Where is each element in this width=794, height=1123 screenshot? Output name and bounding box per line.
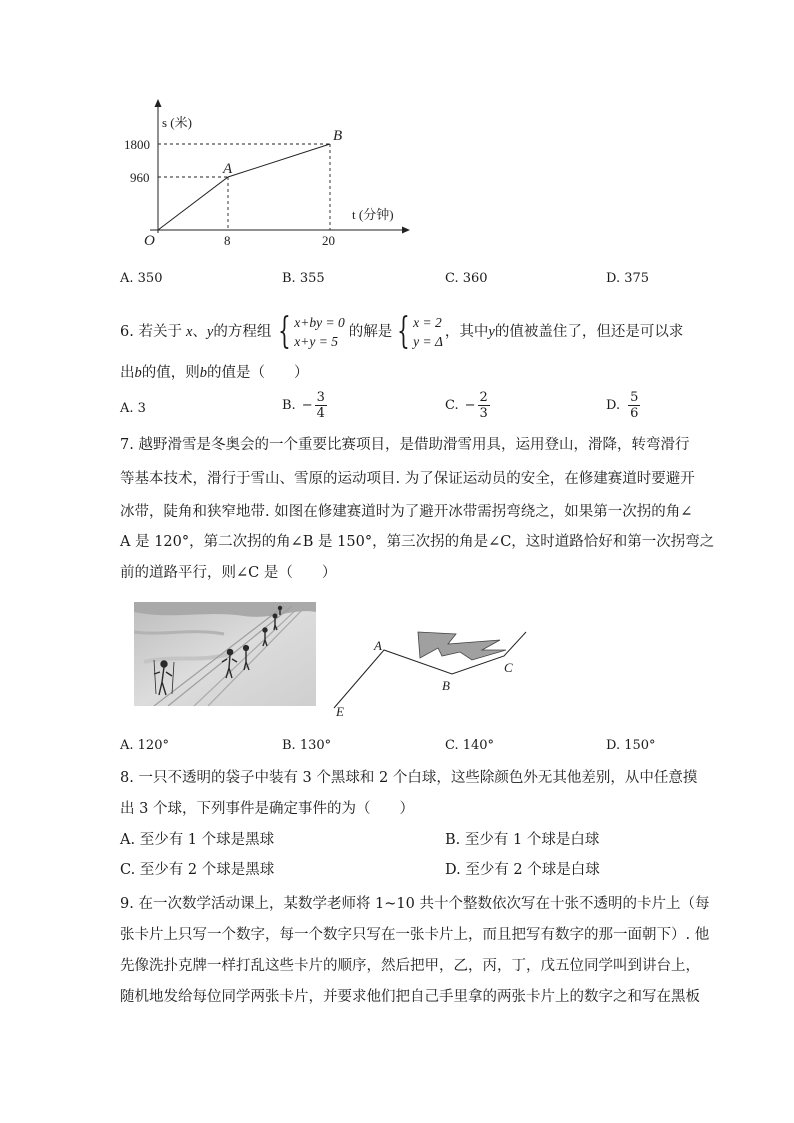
q6-suffix: 的值被盖住了，但还是可以求	[494, 324, 684, 340]
q6-sep: 、	[192, 324, 207, 340]
q6-var-b-2: b	[199, 365, 207, 381]
q6-solution	[413, 313, 443, 351]
q6-var-y: y	[206, 324, 214, 340]
q6-solution-brace: {	[397, 311, 410, 352]
q6-option-b-label: B.	[282, 397, 296, 413]
q7-line-3: 冰带，陡角和狭窄地带. 如图在修建赛道时为了避开冰带需拐弯绕之，如果第一次拐的角∠	[120, 504, 693, 520]
q7-option-c: C. 140°	[445, 738, 495, 753]
q6-option-c: C. − $\frac{2}{3}$	[445, 390, 488, 421]
ski-photo	[134, 602, 316, 706]
x-axis-arrow	[402, 227, 410, 234]
q6-system	[294, 313, 344, 351]
q6-line2-mid: 的值，则	[141, 365, 200, 381]
q7-line-2: 等基本技术，滑行于雪山、雪原的运动项目. 为了保证运动员的安全，在修建赛道时要避开	[120, 471, 695, 487]
q6-option-c-fraction: $\frac{2}{3}$	[479, 390, 488, 421]
ice-zone	[418, 632, 506, 660]
q6-line2-pre: 出	[120, 365, 135, 381]
point-a-label: A	[223, 161, 233, 177]
q5-option-d: D. 375	[606, 271, 650, 286]
y-tick-1800: 1800	[124, 137, 150, 152]
q8-option-d: D. 至少有 2 个球是白球	[445, 862, 600, 878]
y-axis-label: s (米)	[162, 115, 192, 130]
q6-equation-2: x+y = 5	[294, 334, 338, 349]
q9-line-2: 张卡片上只写一个数字，每一个数字只写在一张卡片上，而且把写有数字的那一面朝下）. 他	[120, 927, 710, 943]
q6-solution-1: x = 2	[413, 315, 442, 330]
q5-option-c: C. 360	[445, 271, 488, 286]
x-tick-20: 20	[322, 233, 335, 248]
point-b-label: B	[333, 128, 343, 144]
q6-line-2	[120, 363, 309, 383]
q6-solution-2: y = Δ	[413, 334, 443, 349]
q6-mid: 的方程组	[213, 324, 272, 340]
q8-option-a: A. 至少有 1 个球是黑球	[120, 832, 275, 848]
q7-line-5: 前的道路平行，则∠C 是（ ）	[120, 565, 337, 581]
q6-var-b-1: b	[134, 365, 142, 381]
q6-option-d-label: D.	[606, 397, 621, 413]
q8-line-1: 8. 一只不透明的袋子中装有 3 个黑球和 2 个白球，这些除颜色外无其他差别，从中任意摸	[120, 770, 698, 786]
q9-line-3: 先像洗扑克牌一样打乱这些卡片的顺序，然后把甲，乙，丙，丁，戊五位同学叫到讲台上，	[120, 958, 700, 974]
fig-label-a: A	[374, 638, 382, 653]
q6-var-x: x	[185, 324, 193, 340]
fig-label-e: E	[336, 704, 344, 719]
y-axis-arrow	[155, 99, 162, 107]
q6-option-c-label: C.	[445, 397, 459, 413]
q6-sol-label: 的解是	[348, 324, 393, 340]
origin-label: O	[144, 233, 155, 249]
q6-prefix: 6. 若关于	[120, 324, 182, 340]
q6-option-d	[606, 390, 640, 421]
q6-option-b: B. − $\frac{3}{4}$	[282, 390, 325, 421]
q8-option-b: B. 至少有 1 个球是白球	[445, 832, 600, 848]
x-axis-label: t (分钟)	[352, 207, 394, 222]
q7-line-1: 7. 越野滑雪是冬奥会的一个重要比赛项目，是借助滑雪用具，运用登山，滑降，转弯滑行	[120, 437, 690, 453]
q7-option-d: D. 150°	[606, 738, 656, 753]
fig-label-c: C	[504, 660, 513, 675]
q6-equation-1: x+by = 0	[294, 315, 345, 330]
q6-option-a: A. 3	[120, 401, 146, 416]
road-diagram	[320, 620, 540, 720]
q8-option-c: C. 至少有 2 个球是黑球	[120, 862, 275, 878]
q7-option-b: B. 130°	[282, 738, 332, 753]
q9-line-1: 9. 在一次数学活动课上，某数学老师将 1~10 共十个整数依次写在十张不透明的卡片上（每	[120, 896, 710, 912]
distance-time-graph	[110, 95, 420, 255]
q6-suffix-pre: ，其中	[444, 324, 489, 340]
q5-option-a: A. 350	[120, 271, 163, 286]
graph-line	[158, 144, 330, 230]
q6-line2-end: 的值是（ ）	[207, 365, 309, 381]
q6-option-d-fraction: $\frac{5}{6}$	[630, 390, 639, 421]
q6-option-b-fraction: $\frac{3}{4}$	[316, 390, 325, 421]
q7-line-4: A 是 120°，第二次拐的角∠B 是 150°，第三次拐的角是∠C，这时道路恰好和第一次拐弯之	[120, 534, 715, 550]
q6-suffix-y: y	[488, 324, 495, 340]
q6-line-1	[120, 312, 683, 352]
fig-label-b: B	[442, 678, 450, 693]
q5-option-b: B. 355	[282, 271, 325, 286]
x-tick-8: 8	[224, 233, 231, 248]
q9-line-4: 随机地发给每位同学两张卡片，并要求他们把自己手里拿的两张卡片上的数字之和写在黑板	[120, 989, 700, 1005]
q7-option-a: A. 120°	[120, 738, 169, 753]
q8-line-2: 出 3 个球，下列事件是确定事件的为（ ）	[120, 801, 414, 817]
y-tick-960: 960	[130, 170, 150, 185]
q6-system-brace: {	[278, 311, 292, 352]
